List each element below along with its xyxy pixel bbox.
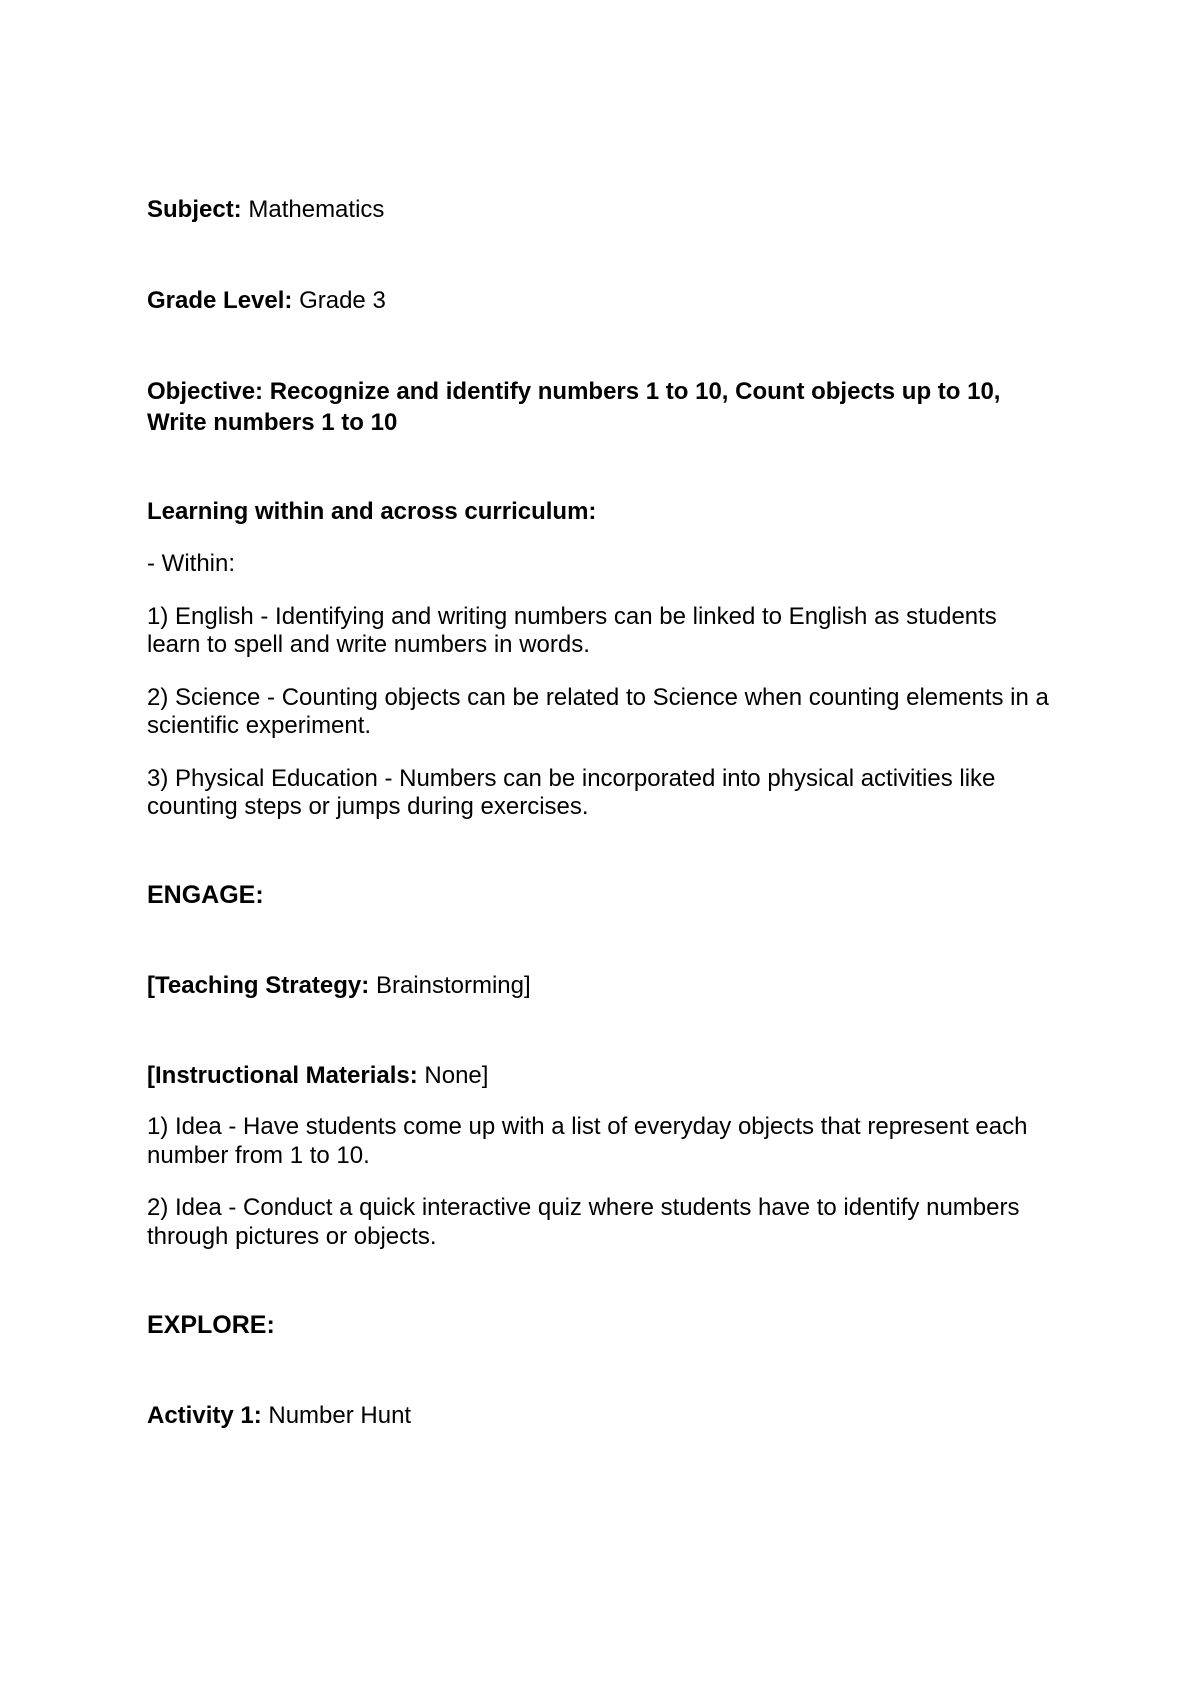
curriculum-heading: Learning within and across curriculum: [147,498,597,525]
teaching-strategy-line [147,971,531,1000]
engage-idea-1-line-2: number from 1 to 10. [147,1142,370,1169]
materials-value: None] [424,1062,489,1089]
strategy-open-bracket: [ [147,972,155,999]
objective-text-2: Write numbers 1 to 10 [147,409,398,436]
subject-line [147,195,384,224]
instructional-materials-line [147,1061,488,1090]
objective-line-1 [147,377,1000,406]
curriculum-item-1-line-1: 1) English - Identifying and writing numbers can be linked to English as students [147,603,997,630]
engage-heading: ENGAGE: [147,881,264,909]
engage-idea-1-line-1: 1) Idea - Have students come up with a list of everyday objects that represent each [147,1113,1028,1140]
subject-label: Subject: [147,196,242,223]
explore-heading: EXPLORE: [147,1311,275,1339]
grade-value: Grade 3 [299,287,386,314]
materials-label: Instructional Materials: [155,1062,418,1089]
curriculum-item-1-line-2: learn to spell and write numbers in words. [147,631,590,658]
curriculum-item-2-line-2: scientific experiment. [147,712,372,739]
objective-line-2 [147,408,397,437]
subject-value: Mathematics [248,196,385,223]
objective-text-1: Recognize and identify numbers 1 to 10, Count objects up to 10, [269,378,1001,405]
objective-label: Objective: [147,378,264,405]
engage-idea-2-line-2: through pictures or objects. [147,1223,437,1250]
activity-1-label: Activity 1: [147,1402,262,1429]
grade-label: Grade Level: [147,287,293,314]
curriculum-item-3-line-1: 3) Physical Education - Numbers can be incorporated into physical activities like [147,765,996,792]
grade-line [147,286,386,315]
activity-1-line [147,1401,411,1430]
strategy-value: Brainstorming] [375,972,531,999]
strategy-label: Teaching Strategy: [155,972,370,999]
materials-open-bracket: [ [147,1062,155,1089]
curriculum-item-3-line-2: counting steps or jumps during exercises. [147,793,589,820]
curriculum-item-2-line-1: 2) Science - Counting objects can be related to Science when counting elements in a [147,684,1049,711]
engage-idea-2-line-1: 2) Idea - Conduct a quick interactive quiz where students have to identify numbers [147,1194,1020,1221]
within-label: - Within: [147,550,236,577]
activity-1-value: Number Hunt [268,1402,412,1429]
